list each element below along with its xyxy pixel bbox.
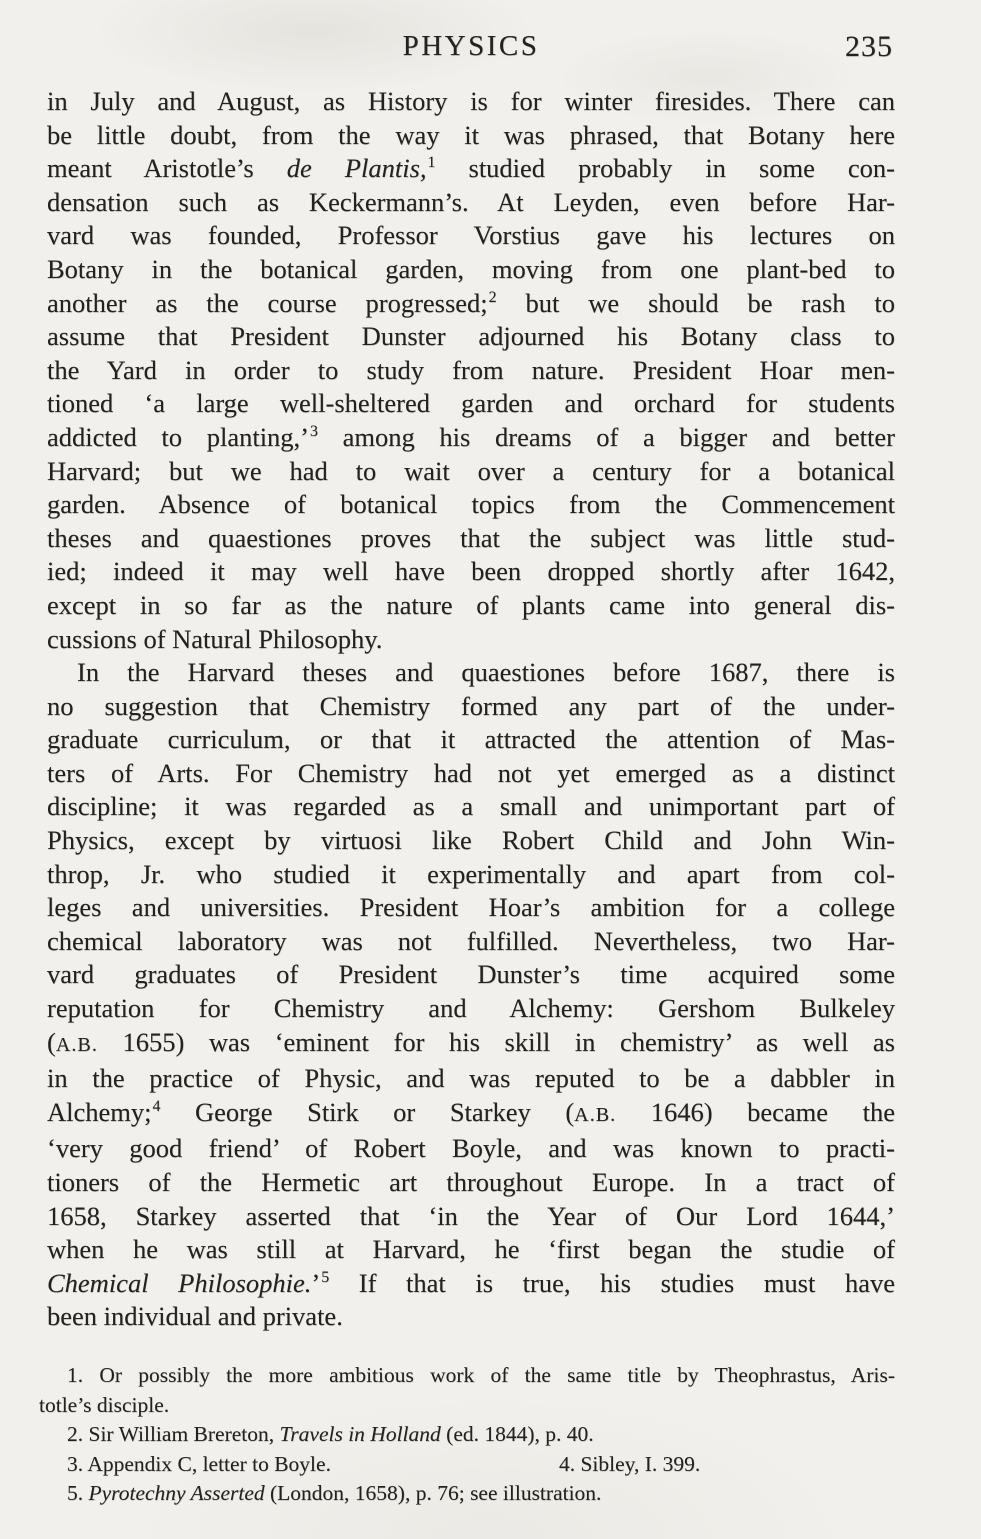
text-segment: when he was still at Harvard, he ‘first began the studie of [47,1234,895,1265]
text-segment: in July and August, as History is for winter firesides. There can [47,86,895,116]
text-line [47,555,895,589]
text-line [47,119,895,153]
text-segment: 3. Appendix C, letter to Boyle. [67,1451,331,1476]
text-line [47,858,895,892]
text-line [47,1096,895,1133]
body-text [47,85,895,1334]
text-segment: been individual and private. [47,1301,343,1332]
text-segment: totle’s disciple. [39,1392,170,1417]
text-segment: If that is true, his studies must have [329,1267,895,1298]
text-segment: 1646) became the [616,1096,895,1127]
text-segment: studied probably in some con- [435,153,896,184]
text-line [47,589,895,623]
text-line [47,1233,895,1267]
text-line [47,656,895,690]
text-segment: the Yard in order to study from nature. President Hoar men- [47,354,895,385]
text-line [47,1200,895,1234]
text-segment: be little doubt, from the way it was phrased, that Botany here [47,119,895,150]
text-segment: no suggestion that Chemistry formed any part of the under- [47,690,895,721]
footnote-reference: 4 [152,1097,161,1115]
footnote-reference: 3 [310,423,318,441]
text-line [47,522,895,556]
text-line [47,354,895,388]
text-segment: Botany in the botanical garden, moving from one plant-bed to [47,253,895,284]
text-line [47,958,895,992]
text-segment: graduate curriculum, or that it attracted the attention of Mas- [47,724,895,755]
text-line [39,1479,895,1509]
text-segment: leges and universities. President Hoar’s ambition for a college [47,892,895,923]
text-segment: 1. Or possibly the more ambitious work of the same title by Theophrastus, Aris- [67,1362,895,1387]
text-segment: except in so far as the nature of plants came into general dis- [47,589,895,620]
text-segment: ters of Arts. For Chemistry had not yet emerged as a distinct [47,757,895,788]
text-line [47,253,895,287]
text-line [39,1391,895,1421]
styled-text: A.B. [55,1033,98,1056]
text-segment: but we should be rash to [496,287,895,318]
styled-text: A.B. [574,1103,617,1126]
text-line [47,421,895,455]
text-segment: 4. Sibley, I. 399. [558,1451,701,1476]
text-line [47,320,895,354]
footnote-reference: 2 [488,288,497,306]
text-line [47,488,895,522]
running-title: PHYSICS [402,30,540,62]
text-segment: assume that President Dunster adjourned his Botany class to [47,321,895,352]
text-segment: ‘very good friend’ of Robert Boyle, and was known to practi- [47,1133,895,1164]
text-line [47,186,895,220]
text-line [47,387,895,421]
footnote-item [47,1479,895,1509]
footnote-item [47,1450,895,1480]
text-segment: 1658, Starkey asserted that ‘in the Year of Our Lord 1644,’ [47,1200,895,1231]
paragraph [47,656,895,1334]
styled-text: de Plantis, [286,153,427,184]
text-segment: addicted to planting,’ [47,421,310,452]
text-segment: Physics, except by virtuosi like Robert Child and John Win- [47,825,895,856]
text-line [47,1132,895,1166]
text-segment: tioners of the Hermetic art throughout Europe. In a tract of [47,1167,895,1197]
text-line [39,1450,895,1480]
page-number: 235 [845,30,893,63]
footnote-reference: 1 [427,154,436,172]
text-segment: 5. [67,1481,89,1506]
text-line [47,85,895,119]
text-segment: ied; indeed it may well have been dropped shortly after 1642, [47,556,895,587]
text-segment: garden. Absence of botanical topics from the Commencement [47,489,895,520]
text-segment: theses and quaestiones proves that the subject was little stud- [47,522,895,553]
text-segment: (London, 1658), p. 76; see illustration. [264,1481,602,1506]
text-line [47,1267,895,1301]
text-segment: George Stirk or Starkey ( [160,1096,575,1127]
text-line [47,455,895,489]
text-segment: (ed. 1844), p. 40. [440,1422,594,1447]
text-segment: chemical laboratory was not fulfilled. Nevertheless, two Har- [47,925,895,956]
text-line [47,690,895,724]
text-segment: vard graduates of President Dunster’s time acquired some [47,959,895,990]
text-block [39,28,896,1509]
text-line [47,757,895,791]
text-segment: ( [47,1026,56,1057]
text-segment: densation such as Keckermann’s. At Leyden, even before Har- [47,186,895,217]
text-segment: tioned ‘a large well-sheltered garden and orchard for students [47,388,895,419]
text-segment: another as the course progressed; [47,287,488,318]
text-segment: 1655) was ‘eminent for his skill in chemistry’ as well as [97,1026,895,1057]
text-segment: throp, Jr. who studied it experimentally and apart from col- [47,858,895,889]
text-line [39,1361,895,1391]
text-line [47,1026,895,1063]
text-segment: Alchemy; [47,1096,152,1127]
text-segment: in the practice of Physic, and was reputed to be a dabbler in [47,1063,895,1094]
text-line [47,219,895,253]
text-line [47,790,895,824]
text-segment: In the Harvard theses and quaestiones before 1687, there is [77,657,895,688]
footnote-reference: 5 [321,1268,330,1286]
text-segment: reputation for Chemistry and Alchemy: Gershom Bulkeley [47,993,895,1024]
page-header [47,28,895,64]
text-line [47,287,895,321]
text-segment: Harvard; but we had to wait over a century for a botanical [47,455,895,486]
text-segment: meant Aristotle’s [47,153,287,184]
text-segment: vard was founded, Professor Vorstius gave his lectures on [47,220,895,251]
text-line [47,723,895,757]
styled-text: Pyrotechny Asserted [88,1481,265,1506]
text-line [47,992,895,1026]
footnotes [39,1361,895,1509]
paragraph [47,85,895,656]
text-line [47,623,895,657]
text-line [39,1420,895,1450]
text-segment: ’ [311,1267,321,1298]
text-line [47,1166,895,1200]
text-line [47,891,895,925]
text-segment: discipline; it was regarded as a small and unimportant part of [47,791,895,822]
text-line [47,152,895,186]
text-line [47,1062,895,1096]
styled-text: Chemical Philosophie. [47,1267,312,1298]
footnote-item [47,1420,895,1450]
text-segment: among his dreams of a bigger and better [317,421,895,452]
text-line [47,824,895,858]
text-segment: cussions of Natural Philosophy. [47,623,383,654]
text-segment: 2. Sir William Brereton, [67,1422,280,1447]
footnote-item [39,1361,895,1420]
styled-text: Travels in Holland [279,1422,441,1447]
text-line [47,925,895,959]
text-line [47,1300,895,1334]
